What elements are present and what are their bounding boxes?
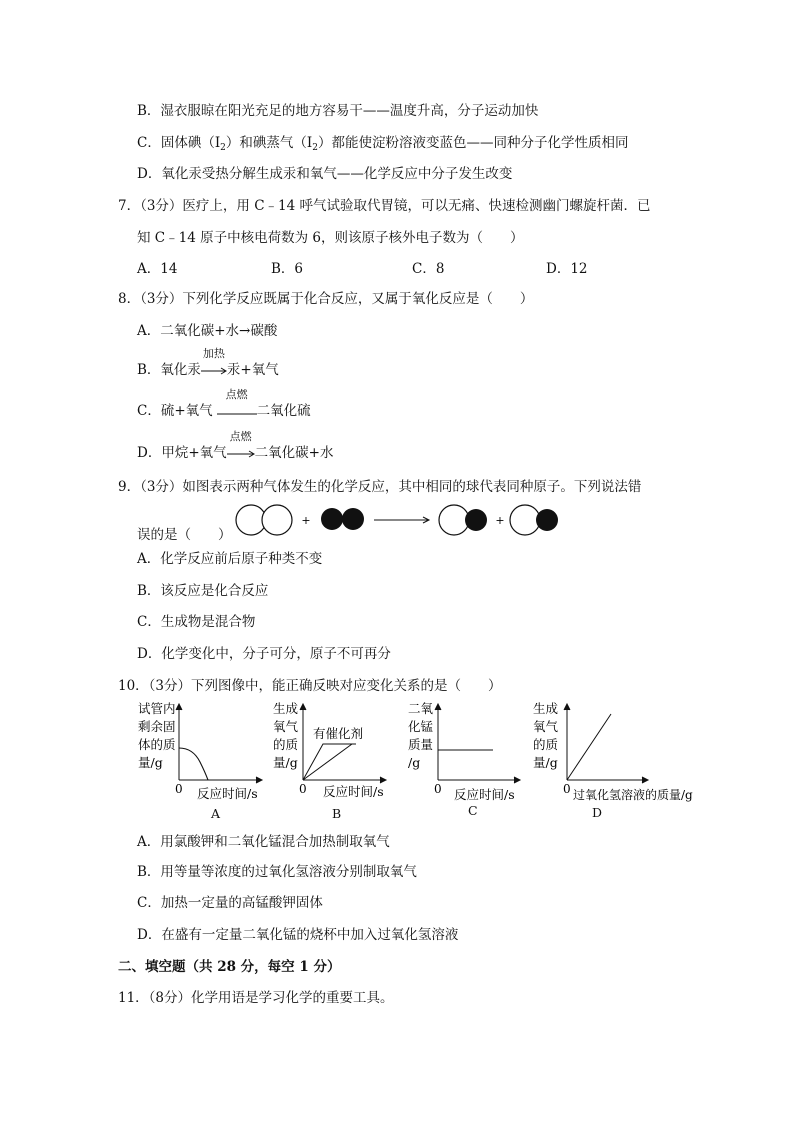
q8-stem: 8．（3分）下列化学反应既属于化合反应，又属于氧化反应是（ ） <box>118 291 534 307</box>
q7-stem-line1: 7．（3分）医疗上，用 C﹣14 呼气试验取代胃镜，可以无痛、快速检测幽门螺旋杆菌．已 <box>118 198 651 214</box>
graph-a-xlabel: 反应时间/s <box>197 786 258 801</box>
plus-sign: + <box>301 514 311 527</box>
graph-d-line <box>567 714 611 780</box>
condition-text: 加热 <box>202 347 225 360</box>
graph-d-ylabel-4: 量/g <box>533 755 558 770</box>
reaction-condition <box>227 430 255 463</box>
condition-text: 点燃 <box>229 430 252 443</box>
x-axis-arrow-icon <box>514 777 520 783</box>
x-axis-arrow-icon <box>642 777 648 783</box>
subscript: 2 <box>312 143 318 153</box>
q6-option-c-part1: C．固体碘（I <box>137 135 221 151</box>
reaction-equals-icon <box>217 407 257 417</box>
q9-option-a: A．化学反应前后原子种类不变 <box>137 551 323 567</box>
graph-d <box>533 700 708 805</box>
origin-label: 0 <box>175 782 183 796</box>
graph-c-xlabel: 反应时间/s <box>454 787 515 802</box>
q6-option-c-part3: ）都能使淀粉溶液变蓝色——同种分子化学性质相同 <box>317 135 629 151</box>
q8-option-a: A．二氧化碳+水→碳酸 <box>137 323 278 339</box>
product-molecule <box>439 505 487 535</box>
q8-option-b <box>137 347 279 380</box>
graph-c <box>408 700 528 805</box>
graph-c-ylabel-2: 化锰 <box>408 719 434 734</box>
q6-option-c <box>137 133 628 158</box>
graph-d-xlabel: 过氧化氢溶液的质量/g <box>573 788 693 802</box>
q9-stem-line2: 误的是（ ） <box>137 527 232 543</box>
reaction-arrow-icon <box>227 449 255 459</box>
q6-option-d: D．氧化汞受热分解生成汞和氧气——化学反应中分子发生改变 <box>137 166 513 182</box>
subscript: 2 <box>220 143 226 153</box>
graph-b-ylabel-4: 量/g <box>273 755 298 770</box>
origin-label: 0 <box>434 782 442 796</box>
q8-option-c <box>137 388 311 421</box>
graph-a-ylabel-3: 体的质 <box>138 737 176 752</box>
graph-a <box>138 700 273 805</box>
origin-label: 0 <box>563 782 571 796</box>
reactant-molecule-black <box>321 508 364 530</box>
q10-option-c: C．加热一定量的高锰酸钾固体 <box>137 895 323 911</box>
product-molecule <box>510 505 558 535</box>
graph-b-ylabel-3: 的质 <box>273 737 299 752</box>
q8-b-reactant: B．氧化汞 <box>137 362 201 378</box>
q7-option-c: C．8 <box>412 261 445 277</box>
condition-text: 点燃 <box>225 388 248 401</box>
x-axis-arrow-icon <box>380 777 386 783</box>
molecule-reaction-diagram <box>232 500 572 542</box>
q8-c-reactant: C．硫+氧气 <box>137 403 213 419</box>
q7-stem-line2: 知 C﹣14 原子中核电荷数为 6，则该原子核外电子数为（ ） <box>137 230 524 246</box>
graph-a-curve <box>179 748 208 780</box>
origin-label: 0 <box>299 782 307 796</box>
reactant-molecule-white <box>236 505 292 535</box>
plus-sign: + <box>495 514 505 527</box>
graph-b-catalyst-label: 有催化剂 <box>313 726 364 741</box>
graph-c-ylabel-1: 二氧 <box>408 701 434 716</box>
graph-a-ylabel-2: 剩余固 <box>138 719 176 734</box>
q7-option-b: B．6 <box>271 261 304 277</box>
q8-option-d <box>137 430 334 463</box>
q6-option-c-part2: ）和碘蒸气（I <box>225 135 313 151</box>
reaction-arrow-icon <box>201 366 227 376</box>
q8-d-reactant: D．甲烷+氧气 <box>137 445 227 461</box>
graph-b-xlabel: 反应时间/s <box>323 784 384 799</box>
graph-b-ylabel-1: 生成 <box>273 701 299 716</box>
q7-option-a: A．14 <box>137 261 178 277</box>
y-axis-arrow-icon <box>300 704 306 710</box>
graph-a-ylabel-1: 试管内 <box>138 701 176 716</box>
reaction-condition <box>201 347 227 380</box>
section-heading: 二、填空题（共 28 分，每空 1 分） <box>118 959 341 975</box>
q10-option-b: B．用等量等浓度的过氧化氢溶液分别制取氧气 <box>137 864 417 880</box>
graph-d-ylabel-3: 的质 <box>533 737 559 752</box>
q6-option-b: B．湿衣服晾在阳光充足的地方容易干——温度升高，分子运动加快 <box>137 103 539 119</box>
q9-option-b: B．该反应是化合反应 <box>137 583 269 599</box>
graph-b-ylabel-2: 氧气 <box>273 719 299 734</box>
graph-b-caption: B <box>332 806 342 821</box>
q7-option-d: D．12 <box>546 261 588 277</box>
reaction-arrow-icon <box>374 517 429 523</box>
q8-b-product: 汞+氧气 <box>226 362 279 378</box>
graph-d-ylabel-1: 生成 <box>533 701 559 716</box>
q8-d-product: 二氧化碳+水 <box>254 445 334 461</box>
y-axis-arrow-icon <box>564 704 570 710</box>
q9-option-d: D．化学变化中，分子可分，原子不可再分 <box>137 646 391 662</box>
q11-stem: 11．（8分）化学用语是学习化学的重要工具。 <box>118 990 394 1006</box>
q10-option-d: D．在盛有一定量二氧化锰的烧杯中加入过氧化氢溶液 <box>137 927 459 943</box>
reaction-condition <box>217 388 257 421</box>
graph-b-line-no-catalyst <box>303 744 352 780</box>
graph-a-ylabel-4: 量/g <box>138 755 163 770</box>
y-axis-arrow-icon <box>435 704 441 710</box>
q10-option-a: A．用氯酸钾和二氧化锰混合加热制取氧气 <box>137 834 390 850</box>
graph-c-ylabel-3: 质量 <box>408 737 434 752</box>
graph-c-ylabel-4: /g <box>408 755 421 770</box>
q8-c-product: 二氧化硫 <box>256 403 311 419</box>
graph-b <box>273 700 393 805</box>
q10-stem: 10．（3分）下列图像中，能正确反映对应变化关系的是（ ） <box>118 678 502 694</box>
graph-d-ylabel-2: 氧气 <box>533 719 559 734</box>
graph-c-caption: C <box>468 803 478 818</box>
q9-option-c: C．生成物是混合物 <box>137 614 256 630</box>
graph-d-caption: D <box>592 805 603 820</box>
y-axis-arrow-icon <box>176 704 182 710</box>
q9-stem-line1: 9．（3分）如图表示两种气体发生的化学反应，其中相同的球代表同种原子。下列说法错 <box>118 479 642 495</box>
graph-a-caption: A <box>211 806 221 821</box>
x-axis-arrow-icon <box>256 777 262 783</box>
